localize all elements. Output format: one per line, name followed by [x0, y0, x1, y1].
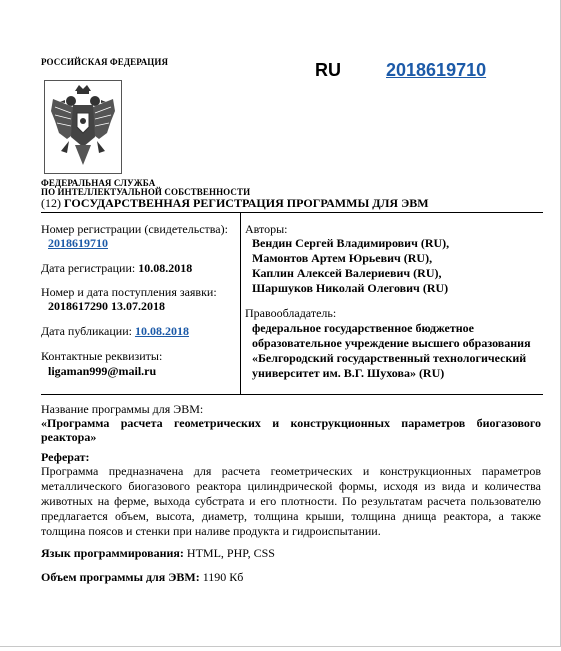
table-column-divider — [240, 212, 241, 395]
author-item: Каплин Алексей Валериевич (RU), — [252, 266, 442, 280]
table-top-rule — [41, 212, 543, 213]
abstract-text: Программа предназначена для расчета геометрических и конструкционных параметров металлического биогазового реактора цилиндрической формы, исходя из вида и количества животных на ферме, выхода субстрата и его плотности. По результатам расчета пользователю предлагается объем, высота, диаметр, толщина крыши, толщина днища реактора, а также толщина поясов и стенки при наливе продукта и гидроиспытании. — [41, 464, 541, 538]
pubdate-label: Дата публикации: — [41, 324, 132, 338]
authors-label: Авторы: — [245, 222, 288, 236]
language-value: HTML, PHP, CSS — [186, 546, 275, 560]
document-kind-title: ГОСУДАРСТВЕННАЯ РЕГИСТРАЦИЯ ПРОГРАММЫ ДЛЯ ЭВМ — [64, 196, 429, 210]
regnum-label: Номер регистрации (свидетельства): — [41, 222, 228, 236]
program-name-label: Название программы для ЭВМ: — [41, 402, 204, 416]
language-label: Язык программирования: — [41, 546, 184, 560]
size-value: 1190 Кб — [202, 570, 244, 584]
contacts-label: Контактные реквизиты: — [41, 349, 163, 363]
country-name: РОССИЙСКАЯ ФЕДЕРАЦИЯ — [41, 57, 169, 67]
owner-line: федеральное государственное бюджетное — [252, 321, 475, 335]
regdate-label: Дата регистрации: — [41, 261, 136, 275]
size-row — [41, 570, 243, 585]
owner-label: Правообладатель: — [245, 306, 337, 320]
registration-number-link[interactable]: 2018619710 — [386, 60, 487, 80]
author-item: Мамонтов Артем Юрьевич (RU), — [252, 251, 433, 265]
pubdate-link[interactable]: 10.08.2018 — [134, 324, 189, 338]
appnum-value: 2018617290 13.07.2018 — [48, 299, 165, 313]
author-item: Шаршуков Николай Олегович (RU) — [252, 281, 449, 295]
regdate-value: 10.08.2018 — [138, 261, 193, 275]
regnum-link[interactable]: 2018619710 — [48, 236, 108, 250]
language-row — [41, 546, 275, 561]
size-label: Объем программы для ЭВМ: — [41, 570, 200, 584]
russian-coat-of-arms-icon — [44, 80, 122, 174]
table-bottom-rule — [41, 394, 543, 395]
owner-line: образовательное учреждение высшего образования — [252, 336, 531, 350]
agency-name-line1: ФЕДЕРАЛЬНАЯ СЛУЖБА — [41, 178, 156, 188]
owner-line: университет им. В.Г. Шухова» (RU) — [252, 366, 445, 380]
document-kind — [41, 196, 429, 211]
regdate-row — [41, 261, 192, 276]
country-code: RU — [315, 60, 341, 80]
abstract-heading: Реферат: — [41, 450, 90, 464]
program-name-value: «Программа расчета геометрических и конструкционных параметров биогазового реактора» — [41, 416, 541, 444]
document-kind-code: (12) — [41, 196, 61, 210]
pubdate-row — [41, 324, 189, 339]
contacts-value: ligaman999@mail.ru — [48, 364, 157, 378]
owner-line: «Белгородский государственный технологический — [252, 351, 527, 365]
agency-name-line2: ПО ИНТЕЛЛЕКТУАЛЬНОЙ СОБСТВЕННОСТИ — [41, 187, 251, 197]
appnum-label: Номер и дата поступления заявки: — [41, 285, 217, 299]
author-item: Вендин Сергей Владимирович (RU), — [252, 236, 450, 250]
